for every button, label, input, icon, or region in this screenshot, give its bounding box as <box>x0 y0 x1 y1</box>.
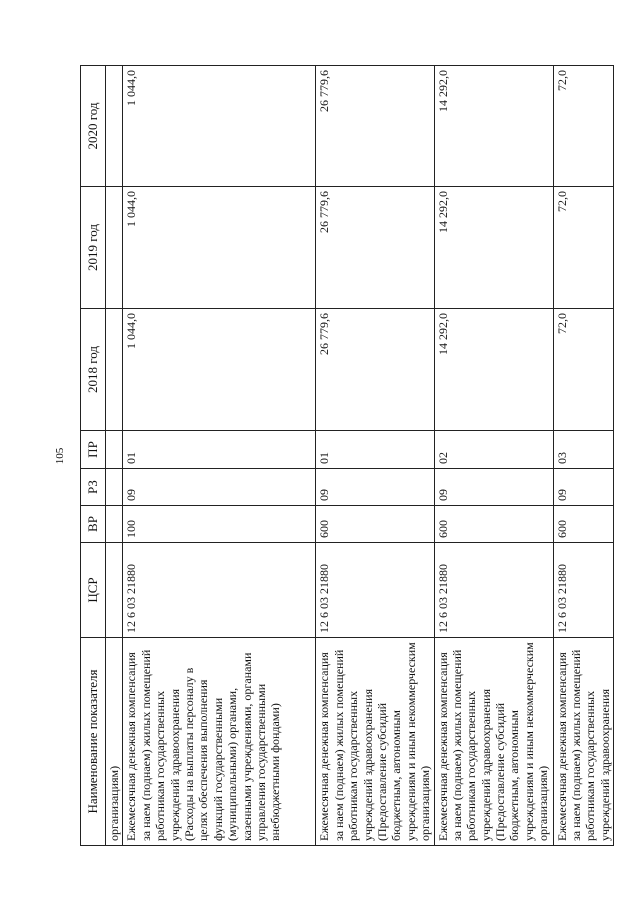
cell-csr: 12 6 03 21880 <box>123 543 316 638</box>
header-vr: ВР <box>81 506 106 543</box>
table-row <box>434 66 553 846</box>
continuation-cell: организациям) <box>106 638 123 846</box>
cell-2018: 1 044,0 <box>123 309 316 431</box>
cell-2019: 14 292,0 <box>434 187 553 309</box>
cell-vr: 100 <box>123 506 316 543</box>
cell-rz: 09 <box>434 469 553 506</box>
cell-pr: 03 <box>553 431 614 469</box>
page-number: 105 <box>54 447 66 465</box>
cell-2018: 14 292,0 <box>434 309 553 431</box>
budget-table <box>80 65 614 846</box>
header-rz: РЗ <box>81 469 106 506</box>
cell-2020: 14 292,0 <box>434 66 553 187</box>
cell-2020: 72,0 <box>553 66 614 187</box>
cell-2018: 26 779,6 <box>316 309 434 431</box>
table-row <box>123 66 316 846</box>
rotated-table-area <box>80 66 612 846</box>
cell-rz: 09 <box>553 469 614 506</box>
cell-name: Ежемесячная денежная компенсация за наем (поднаем) жилых помещений работникам государственных учреждений здравоохранения <box>553 638 614 846</box>
cell-name: Ежемесячная денежная компенсация за наем (поднаем) жилых помещений работникам государственных учреждений здравоохранения (Предоставление субсидий бюджетным, автономным учреждениям и иным некоммерческим организациям) <box>434 638 553 846</box>
cell-name: Ежемесячная денежная компенсация за наем (поднаем) жилых помещений работникам государственных учреждений здравоохранения (Расходы на выплаты персоналу в целях обеспечения выполнения функций государственными (муниципальными) органами, казенными учреждениями, органами управления государственными внебюджетными фондами) <box>123 638 316 846</box>
table-header-row <box>81 66 106 846</box>
cell-rz: 09 <box>123 469 316 506</box>
cell-2019: 72,0 <box>553 187 614 309</box>
rotated-content <box>80 66 612 846</box>
cell-rz: 09 <box>316 469 434 506</box>
cell-csr: 12 6 03 21880 <box>553 543 614 638</box>
header-2018: 2018 год <box>81 309 106 431</box>
cell-pr: 02 <box>434 431 553 469</box>
cell-vr: 600 <box>316 506 434 543</box>
header-csr: ЦСР <box>81 543 106 638</box>
table-row-continuation <box>106 66 123 846</box>
header-pr: ПР <box>81 431 106 469</box>
cell-2020: 26 779,6 <box>316 66 434 187</box>
cell-vr: 600 <box>434 506 553 543</box>
cell-2019: 26 779,6 <box>316 187 434 309</box>
cell-2020: 1 044,0 <box>123 66 316 187</box>
cell-2018: 72,0 <box>553 309 614 431</box>
cell-vr: 600 <box>553 506 614 543</box>
table-row <box>316 66 434 846</box>
cell-csr: 12 6 03 21880 <box>434 543 553 638</box>
header-2019: 2019 год <box>81 187 106 309</box>
cell-name: Ежемесячная денежная компенсация за наем (поднаем) жилых помещений работникам государственных учреждений здравоохранения (Предоставление субсидий бюджетным, автономным учреждениям и иным некоммерческим организациям) <box>316 638 434 846</box>
header-2020: 2020 год <box>81 66 106 187</box>
header-name: Наименование показателя <box>81 638 106 846</box>
cell-pr: 01 <box>316 431 434 469</box>
cell-2019: 1 044,0 <box>123 187 316 309</box>
cell-csr: 12 6 03 21880 <box>316 543 434 638</box>
table-row <box>553 66 614 846</box>
cell-pr: 01 <box>123 431 316 469</box>
